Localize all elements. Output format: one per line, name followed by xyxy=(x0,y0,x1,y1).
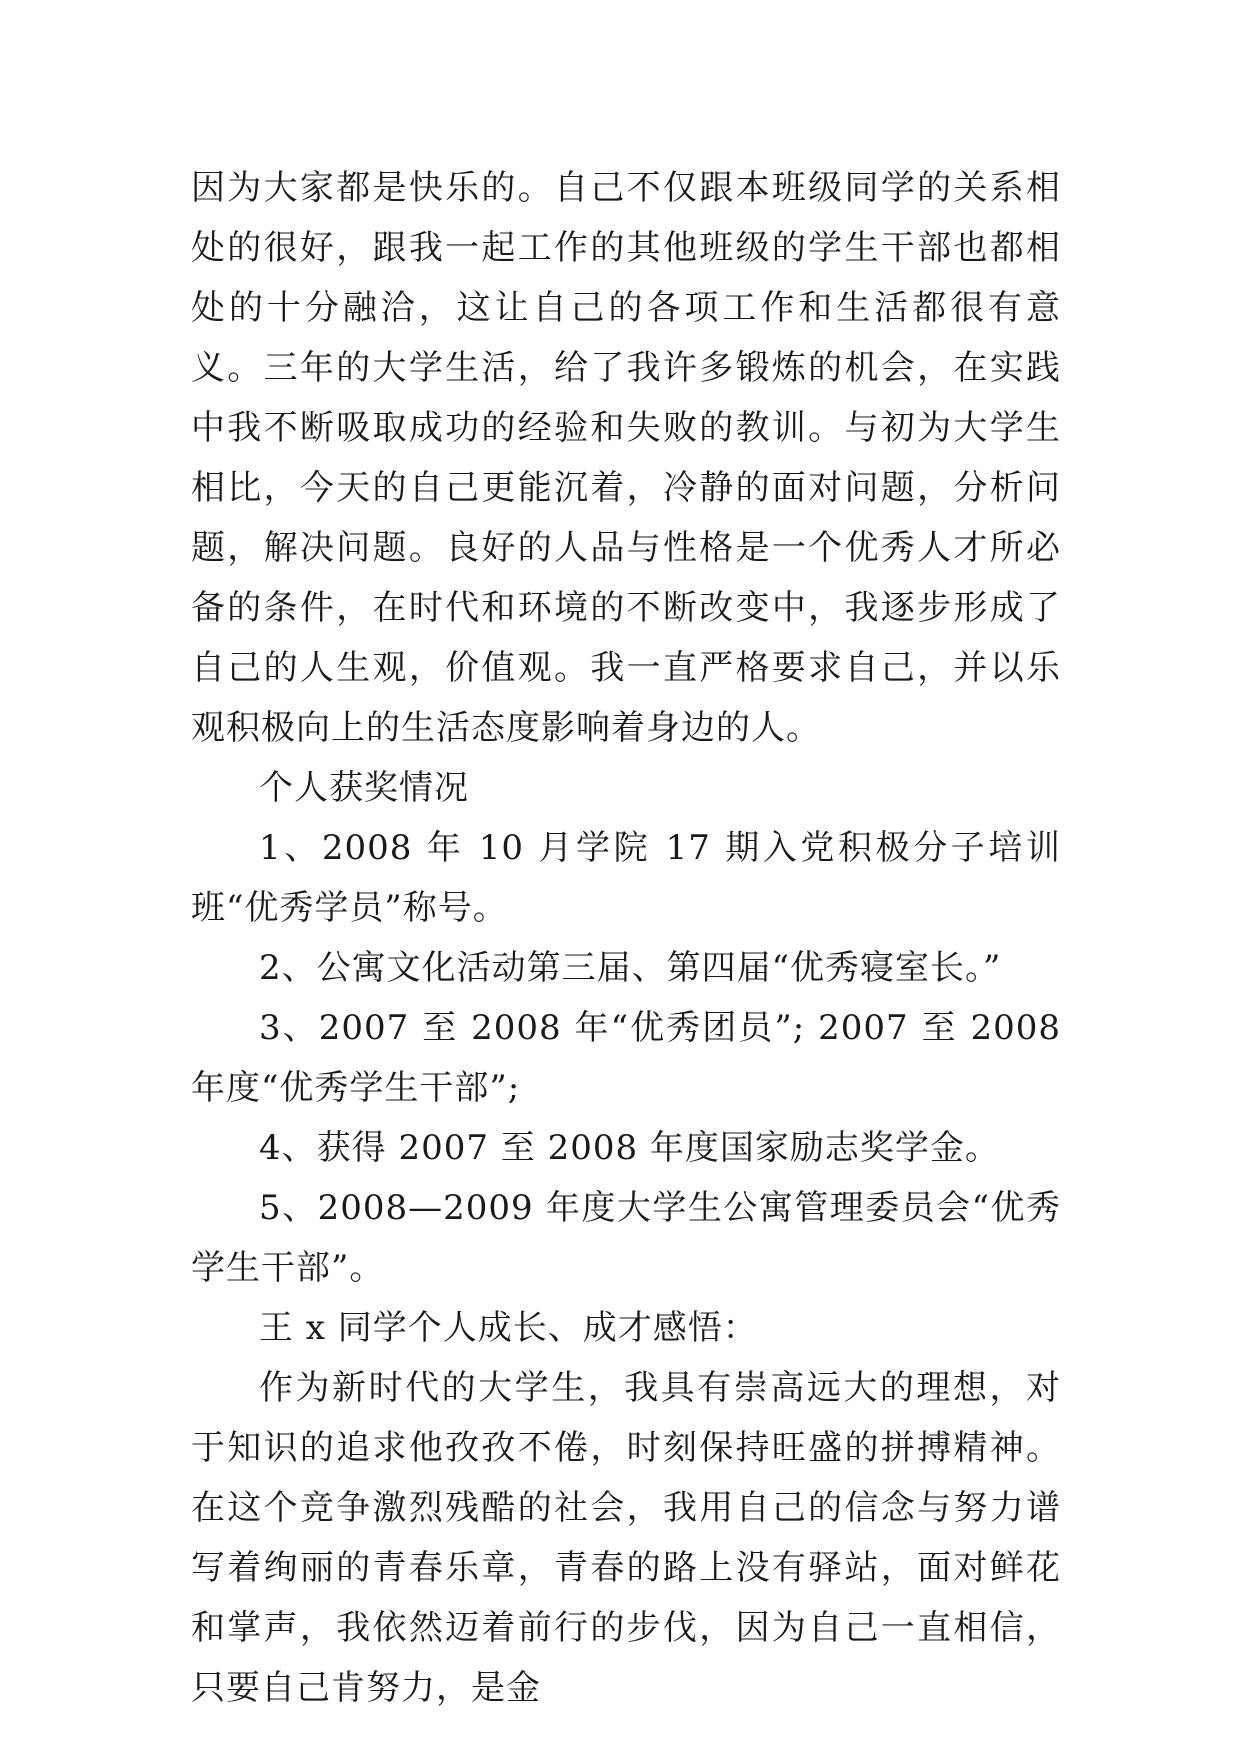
award-item-1: 1、2008 年 10 月学院 17 期入党积极分子培训班“优秀学员”称号。 xyxy=(191,828,1061,928)
award-item-3: 3、2007 至 2008 年“优秀团员”; 2007 至 2008 年度“优秀学生干部”; xyxy=(191,1008,1061,1108)
award-item-2: 2、公寓文化活动第三届、第四届“优秀寝室长。” xyxy=(259,948,1002,988)
body-text xyxy=(191,158,1061,1718)
paragraph-reflection: 作为新时代的大学生，我具有崇高远大的理想，对于知识的追求他孜孜不倦，时刻保持旺盛的拼搏精神。在这个竞争激烈残酷的社会，我用自己的信念与努力谱写着绚丽的青春乐章，青春的路上没有驿站，面对鲜花和掌声，我依然迈着前行的步伐，因为自己一直相信，只要自己肯努力，是金 xyxy=(191,1368,1061,1708)
heading-growth-reflection: 王 x 同学个人成长、成才感悟： xyxy=(259,1308,758,1348)
award-item-4: 4、获得 2007 至 2008 年度国家励志奖学金。 xyxy=(259,1128,1000,1168)
paragraph-intro-continuation: 因为大家都是快乐的。自己不仅跟本班级同学的关系相处的很好，跟我一起工作的其他班级的学生干部也都相处的十分融洽，这让自己的各项工作和生活都很有意义。三年的大学生活，给了我许多锻炼的机会，在实践中我不断吸取成功的经验和失败的教训。与初为大学生相比，今天的自己更能沉着，冷静的面对问题，分析问题，解决问题。良好的人品与性格是一个优秀人才所必备的条件，在时代和环境的不断改变中，我逐步形成了自己的人生观，价值观。我一直严格要求自己，并以乐观积极向上的生活态度影响着身边的人。 xyxy=(191,168,1061,748)
heading-awards: 个人获奖情况 xyxy=(259,768,469,808)
award-item-5: 5、2008—2009 年度大学生公寓管理委员会“优秀学生干部”。 xyxy=(191,1188,1061,1288)
